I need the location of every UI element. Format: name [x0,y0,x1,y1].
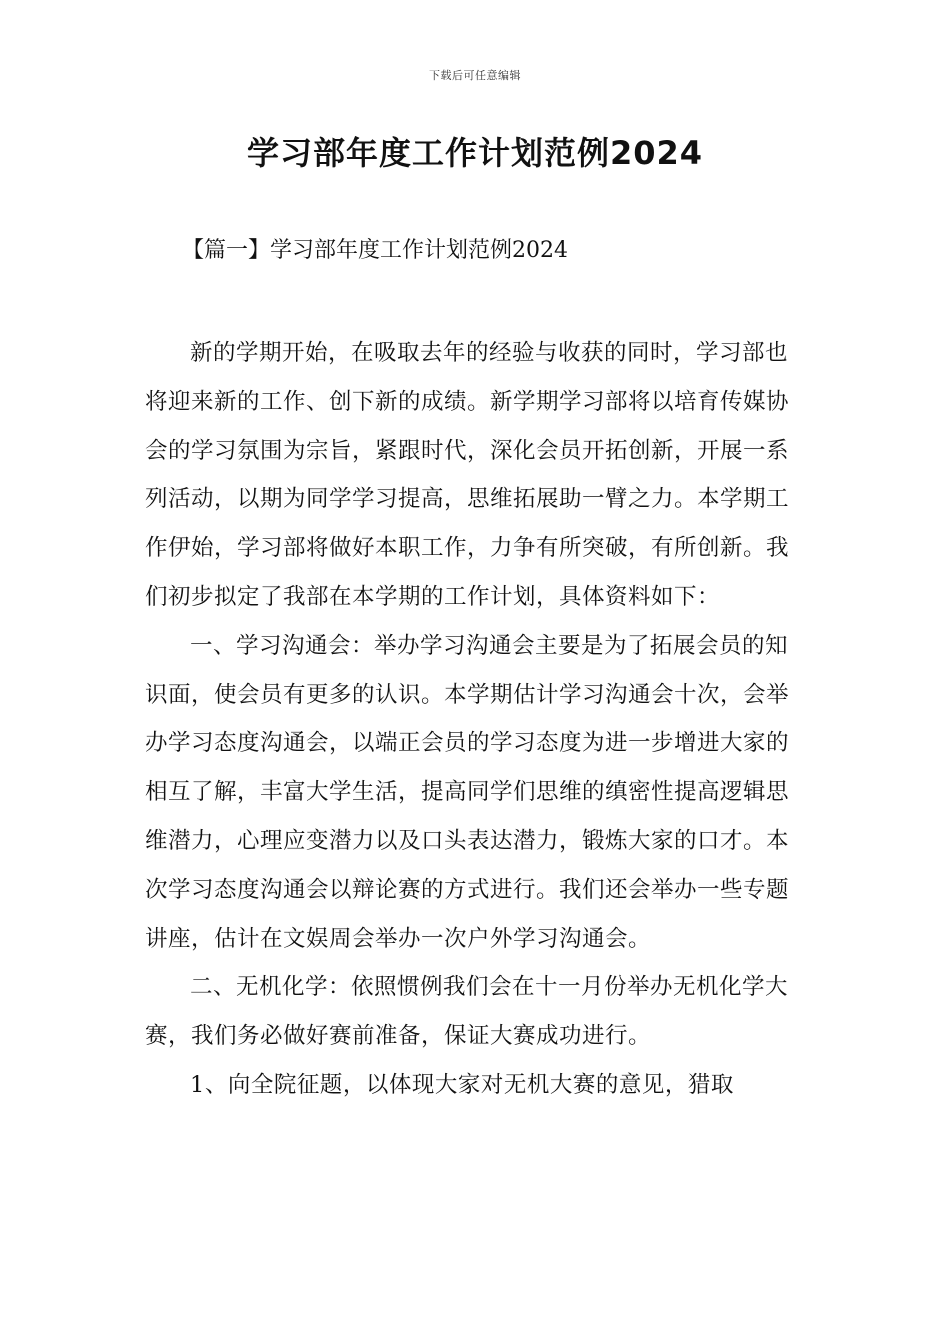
header-note: 下载后可任意编辑 [429,69,521,82]
paragraph-subitem-one: 1、向全院征题，以体现大家对无机大赛的意见，猎取 [190,1071,734,1098]
paragraph-item-two: 二、无机化学：依照惯例我们会在十一月份举办无机化学大赛，我们务必做好赛前准备，保证大赛成功进行。 [145,974,789,1050]
paragraph-intro: 新的学期开始，在吸取去年的经验与收获的同时，学习部也将迎来新的工作、创下新的成绩。新学期学习部将以培育传媒协会的学习氛围为宗旨，紧跟时代，深化会员开拓创新，开展一系列活动，以期为同学学习提高，思维拓展助一臂之力。本学期工作伊始，学习部将做好本职工作，力争有所突破，有所创新。我们初步拟定了我部在本学期的工作计划，具体资料如下： [145,340,790,610]
paragraph-item-one: 一、学习沟通会：举办学习沟通会主要是为了拓展会员的知识面，使会员有更多的认识。本学期估计学习沟通会十次，会举办学习态度沟通会，以端正会员的学习态度为进一步增进大家的相互了解，丰富大学生活，提高同学们思维的缜密性提高逻辑思维潜力，心理应变潜力以及口头表达潜力，锻炼大家的口才。本次学习态度沟通会以辩论赛的方式进行。我们还会举办一些专题讲座，估计在文娱周会举办一次户外学习沟通会。 [145,632,790,952]
document-body [145,329,809,1110]
document-title: 学习部年度工作计划范例2024 [246,134,704,172]
section-heading: 【篇一】学习部年度工作计划范例2024 [182,238,568,263]
